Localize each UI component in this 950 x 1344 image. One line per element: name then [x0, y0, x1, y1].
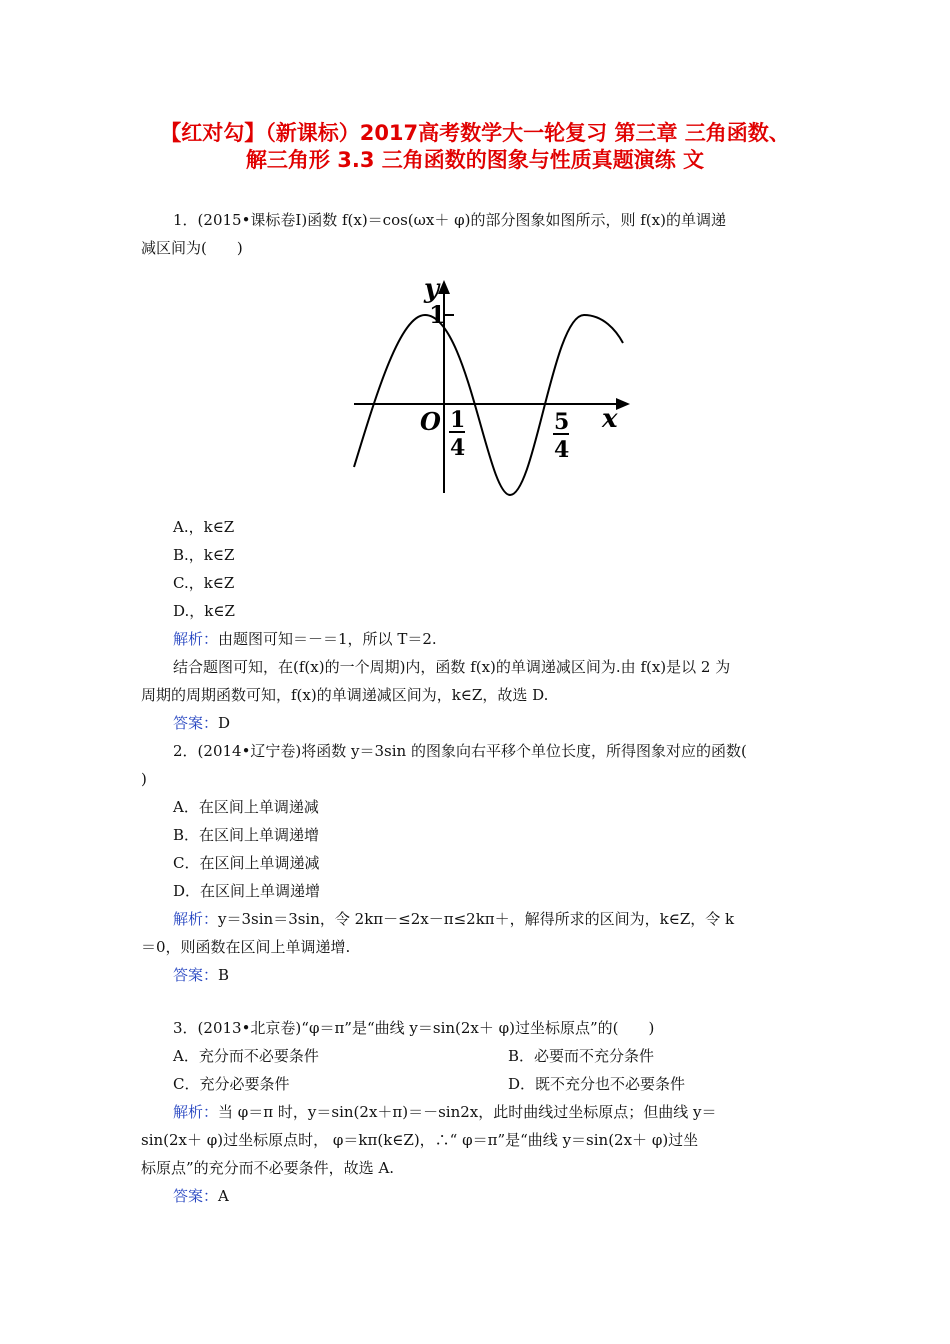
- x-axis-arrow: [616, 398, 630, 410]
- tick-five-quarters-denominator: 4: [554, 437, 570, 463]
- q3-option-d: D．既不充分也不必要条件: [508, 1075, 686, 1093]
- q2-stem-line-2: ): [141, 770, 147, 788]
- q2-answer: [173, 965, 229, 985]
- q3-answer: [173, 1186, 229, 1206]
- q2-analysis-line-1: [173, 909, 734, 929]
- q2-stem-line-1: 2．(2014•辽宁卷)将函数 y＝3sin 的图象向右平移个单位长度，所得图象对应的函数(: [173, 742, 747, 760]
- q2-option-d: D．在区间上单调递增: [173, 882, 321, 900]
- q3-option-a: A．充分而不必要条件: [173, 1047, 319, 1065]
- tick-one-quarter-denominator: 4: [450, 435, 466, 461]
- q1-answer: [173, 713, 230, 733]
- title-line-2: 解三角形 3.3 三角函数的图象与性质真题演练 文: [245, 148, 705, 172]
- q1-answer-label: 答案：: [173, 714, 219, 732]
- q1-option-d: D.，k∈Z: [173, 602, 235, 620]
- q3-analysis-text-1: 当 φ＝π 时，y＝sin(2x＋π)＝－sin2x，此时曲线过坐标原点；但曲线 y＝: [218, 1103, 717, 1121]
- q1-answer-value: D: [218, 714, 231, 732]
- q1-option-b: B.，k∈Z: [173, 546, 235, 564]
- q3-analysis-line-3: 标原点”的充分而不必要条件，故选 A.: [141, 1159, 395, 1177]
- q1-option-a: A.，k∈Z: [173, 518, 235, 536]
- tick-one-quarter-numerator: 1: [450, 407, 466, 433]
- tick-five-quarters-numerator: 5: [554, 409, 570, 435]
- q3-answer-value: A: [218, 1187, 229, 1205]
- q2-option-a: A．在区间上单调递减: [173, 798, 319, 816]
- q2-analysis-label: 解析：: [173, 910, 219, 928]
- y-axis-label: y: [424, 275, 440, 304]
- q3-option-c: C．充分必要条件: [173, 1075, 290, 1093]
- q3-option-b: B．必要而不充分条件: [508, 1047, 655, 1065]
- q3-analysis-line-1: [173, 1102, 717, 1122]
- q1-analysis-line-3: 周期的周期函数可知，f(x)的单调递减区间为，k∈Z，故选 D.: [141, 686, 549, 704]
- q2-analysis-text-1: y＝3sin＝3sin，令 2kπ－≤2x－π≤2kπ＋，解得所求的区间为，k∈Z，令 k: [218, 910, 735, 928]
- q1-analysis-label: 解析：: [173, 630, 219, 648]
- q3-analysis-label: 解析：: [173, 1103, 219, 1121]
- q1-option-c: C.，k∈Z: [173, 574, 235, 592]
- q1-analysis-line-1: [173, 629, 437, 649]
- q1-stem-line-2: 减区间为( ): [141, 239, 243, 257]
- q2-answer-label: 答案：: [173, 966, 219, 984]
- x-axis-label: x: [602, 404, 618, 434]
- q2-analysis-line-2: ＝0，则函数在区间上单调递增.: [141, 938, 351, 956]
- one-label: 1: [429, 300, 446, 329]
- q1-analysis-line-2: 结合题图可知，在(f(x)的一个周期)内，函数 f(x)的单调递减区间为.由 f(x)是以 2 为: [173, 658, 731, 676]
- q1-analysis-text-1: 由题图可知＝－＝1，所以 T＝2.: [218, 630, 437, 648]
- origin-label: O: [420, 407, 441, 436]
- q2-answer-value: B: [218, 966, 230, 984]
- document-title: [120, 120, 830, 174]
- cosine-graph: [348, 275, 638, 500]
- title-line-1: 【红对勾】（新课标）2017高考数学大一轮复习 第三章 三角函数、: [160, 121, 790, 145]
- q3-stem: 3．(2013•北京卷)“φ＝π”是“曲线 y＝sin(2x＋ φ)过坐标原点”的( ): [173, 1019, 655, 1037]
- y-axis-arrow: [438, 280, 450, 294]
- q2-option-b: B．在区间上单调递增: [173, 826, 320, 844]
- q2-option-c: C．在区间上单调递减: [173, 854, 320, 872]
- q1-stem-line-1: 1．(2015•课标卷Ⅰ)函数 f(x)＝cos(ωx＋ φ)的部分图象如图所示，则 f(x)的单调递: [173, 211, 726, 229]
- q3-answer-label: 答案：: [173, 1187, 219, 1205]
- q3-analysis-line-2: sin(2x＋ φ)过坐标原点时， φ＝kπ(k∈Z)，∴“ φ＝π”是“曲线 y＝sin(2x＋ φ)过坐: [141, 1131, 699, 1149]
